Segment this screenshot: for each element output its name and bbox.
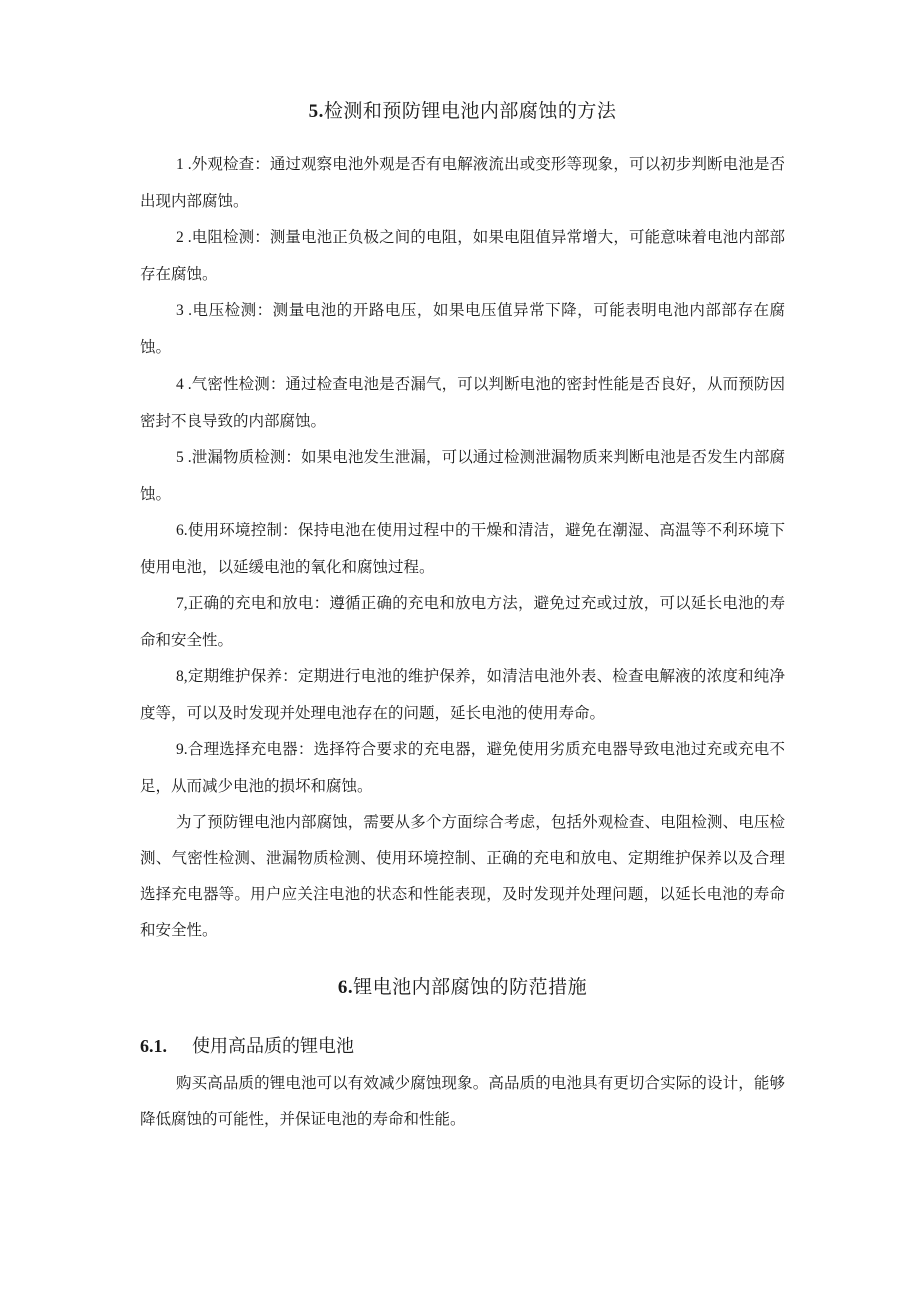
list-item-1 — [140, 146, 785, 219]
list-item-4-text: 气密性检测：通过检查电池是否漏气，可以判断电池的密封性能是否良好，从而预防因密封不良导致的内部腐蚀。 — [140, 375, 785, 430]
section-6-number: 6. — [337, 977, 354, 998]
summary-paragraph: 为了预防锂电池内部腐蚀，需要从多个方面综合考虑，包括外观检查、电阻检测、电压检测、气密性检测、泄漏物质检测、使用环境控制、正确的充电和放电、定期维护保养以及合理选择充电器等。用户应关注电池的状态和性能表现，及时发现并处理问题，以延长电池的寿命和安全性。 — [140, 813, 785, 939]
list-item-8-lead: 8, — [176, 668, 188, 685]
list-item-3-lead: 3 . — [176, 302, 193, 319]
list-item-6-lead: 6. — [176, 522, 188, 539]
section-5-number: 5. — [308, 101, 324, 122]
list-item-4-lead: 4 . — [176, 376, 192, 393]
list-item-2-lead: 2 . — [176, 229, 192, 246]
list-item-7-text: 正确的充电和放电：遵循正确的充电和放电方法，避免过充或过放，可以延长电池的寿命和安全性。 — [140, 594, 785, 649]
list-item-6 — [140, 512, 785, 585]
list-item-6-text: 使用环境控制：保持电池在使用过程中的干燥和清洁，避免在潮湿、高温等不利环境下使用电池，以延缓电池的氧化和腐蚀过程。 — [140, 521, 785, 576]
list-item-3 — [140, 292, 785, 365]
list-item-9 — [140, 731, 785, 804]
list-item-5-lead: 5 . — [176, 449, 192, 466]
list-item-5-text: 泄漏物质检测：如果电池发生泄漏，可以通过检测泄漏物质来判断电池是否发生内部腐蚀。 — [140, 448, 785, 503]
list-item-1-text: 外观检查：通过观察电池外观是否有电解液流出或变形等现象，可以初步判断电池是否出现内部腐蚀。 — [140, 155, 785, 210]
section-6-1-heading — [140, 1032, 785, 1058]
list-item-9-text: 合理选择充电器：选择符合要求的充电器，避免使用劣质充电器导致电池过充或充电不足，从而减少电池的损坏和腐蚀。 — [140, 740, 785, 795]
section-6-title: 锂电池内部腐蚀的防范措施 — [353, 976, 588, 998]
list-item-7 — [140, 585, 785, 658]
section-6-1-title: 使用高品质的锂电池 — [192, 1036, 354, 1057]
section-6-1-number: 6.1. — [140, 1036, 167, 1056]
list-item-9-lead: 9. — [176, 741, 188, 758]
list-item-8 — [140, 658, 785, 731]
section-5-title: 检测和预防锂电池内部腐蚀的方法 — [323, 100, 617, 122]
list-item-3-text: 电压检测：测量电池的开路电压，如果电压值异常下降，可能表明电池内部部存在腐蚀。 — [140, 301, 785, 356]
section-5-heading — [140, 96, 785, 123]
list-item-4 — [140, 366, 785, 439]
section-6-1-body: 购买高品质的锂电池可以有效减少腐蚀现象。高品质的电池具有更切合实际的设计，能够降低腐蚀的可能性，并保证电池的寿命和性能。 — [140, 1074, 785, 1128]
list-item-7-lead: 7, — [176, 595, 188, 612]
list-item-5 — [140, 439, 785, 512]
section-6-heading — [140, 972, 785, 999]
list-item-2 — [140, 219, 785, 292]
list-item-2-text: 电阻检测：测量电池正负极之间的电阻，如果电阻值异常增大，可能意味着电池内部部存在腐蚀。 — [140, 228, 785, 283]
list-item-8-text: 定期维护保养：定期进行电池的维护保养，如清洁电池外表、检查电解液的浓度和纯净度等，可以及时发现并处理电池存在的问题，延长电池的使用寿命。 — [140, 667, 785, 722]
list-item-1-lead: 1 . — [176, 156, 192, 173]
